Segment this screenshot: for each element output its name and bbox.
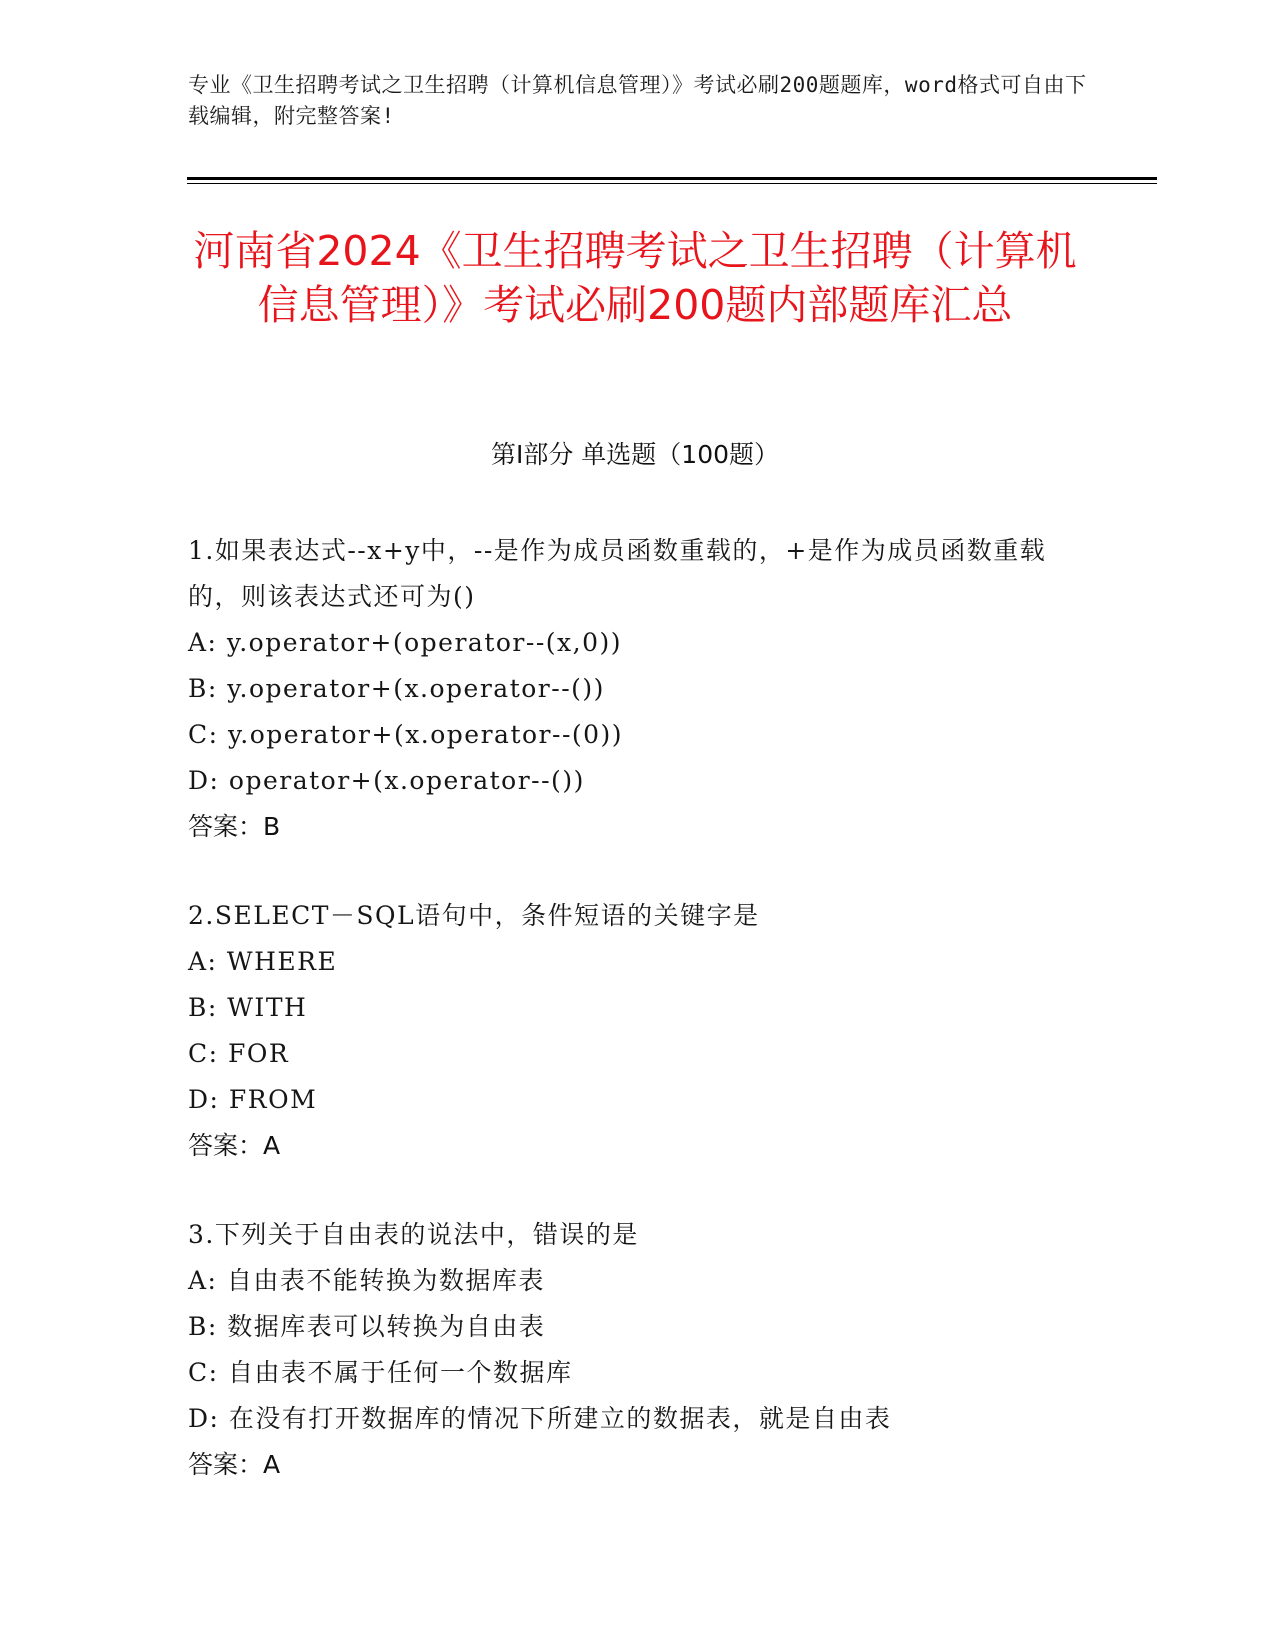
question-item	[188, 528, 1078, 850]
answer-line: 答案：A	[188, 1450, 281, 1479]
option-a: A: 自由表不能转换为数据库表	[188, 1266, 545, 1295]
option-b: B: WITH	[188, 993, 308, 1022]
option-b: B: y.operator+(x.operator--())	[188, 674, 605, 703]
header-note: 专业《卫生招聘考试之卫生招聘（计算机信息管理）》考试必刷200题题库，word格式可自由下载编辑，附完整答案!	[188, 73, 1087, 128]
header-divider-thick	[187, 177, 1157, 180]
option-d: D: 在没有打开数据库的情况下所建立的数据表，就是自由表	[188, 1404, 892, 1433]
option-c: C: FOR	[188, 1039, 290, 1068]
option-d: D: FROM	[188, 1085, 318, 1114]
question-stem: 3.下列关于自由表的说法中，错误的是	[188, 1220, 639, 1249]
option-a: A: WHERE	[188, 947, 338, 976]
option-c: C: 自由表不属于任何一个数据库	[188, 1358, 573, 1387]
question-stem: 1.如果表达式--x+y中，--是作为成员函数重载的，+是作为成员函数重载的，则该表达式还可为()	[188, 536, 1047, 611]
option-a: A: y.operator+(operator--(x,0))	[188, 628, 622, 657]
answer-line: 答案：A	[188, 1131, 281, 1160]
option-b: B: 数据库表可以转换为自由表	[188, 1312, 546, 1341]
question-stem: 2.SELECT－SQL语句中，条件短语的关键字是	[188, 901, 760, 930]
option-d: D: operator+(x.operator--())	[188, 766, 585, 795]
header-divider-thin	[187, 183, 1157, 184]
question-item	[188, 893, 1078, 1169]
question-list	[188, 528, 1078, 1531]
section-title: 第I部分 单选题（100题）	[490, 440, 780, 469]
answer-line: 答案：B	[188, 812, 281, 841]
option-c: C: y.operator+(x.operator--(0))	[188, 720, 624, 749]
question-item	[188, 1212, 1078, 1488]
document-title: 河南省2024《卫生招聘考试之卫生招聘（计算机信息管理）》考试必刷200题内部题库汇总	[193, 227, 1077, 329]
